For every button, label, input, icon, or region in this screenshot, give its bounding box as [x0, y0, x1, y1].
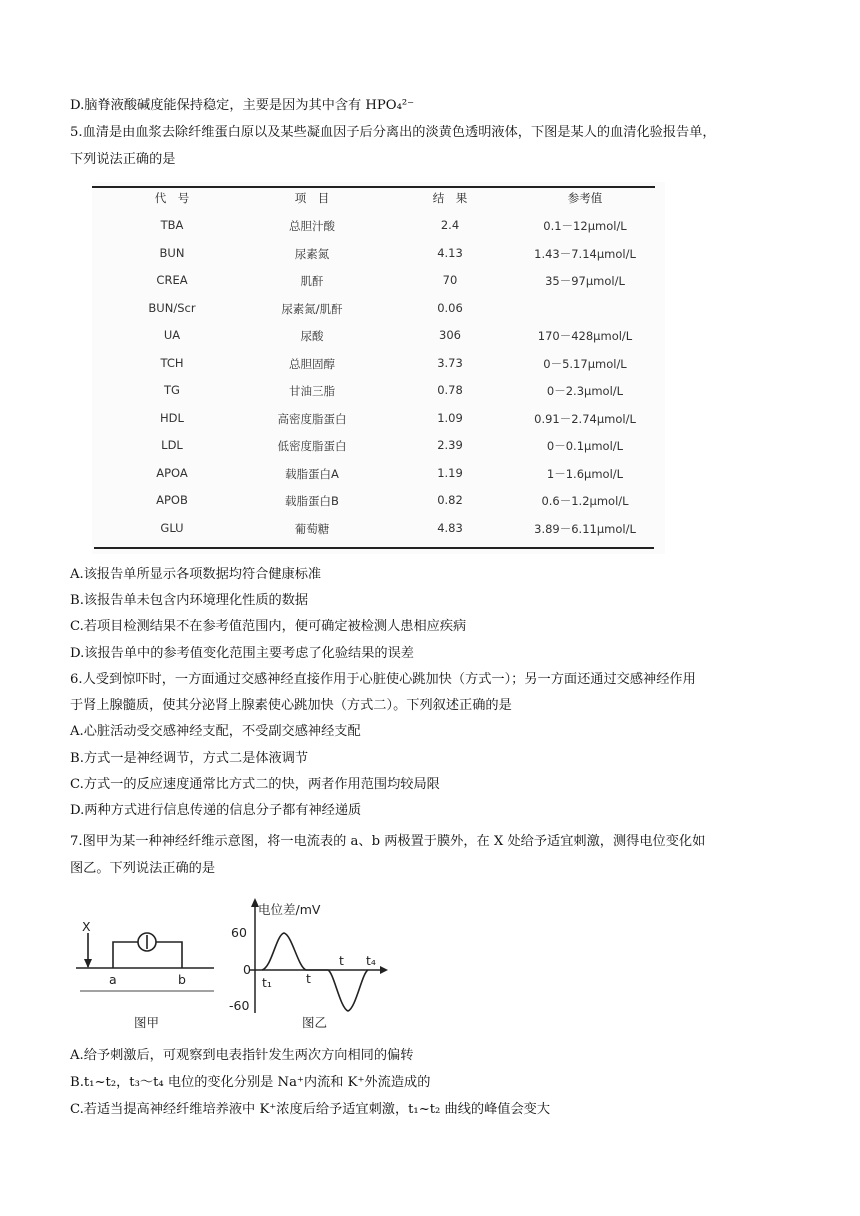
t1-label: t₁ [262, 975, 272, 990]
cell-code: APOA [156, 465, 188, 480]
pole-a-label: a [109, 972, 117, 987]
q6-option-a: A.心脏活动受交感神经支配，不受副交感神经支配 [70, 724, 361, 739]
cell-ref: 170－428μmol/L [537, 329, 633, 343]
cell-item: 载脂蛋白A [285, 466, 339, 481]
cell-code: BUN/Scr [148, 300, 196, 315]
cell-item: 载脂蛋白B [285, 494, 339, 508]
q6-stem-1: 6.人受到惊吓时，一方面通过交感神经直接作用于心脏使心跳加快（方式一）；另一方面还通过交感神经作用 [70, 672, 696, 687]
cell-ref: 1－1.6μmol/L [546, 466, 624, 481]
cell-result: 0.82 [437, 493, 463, 507]
table-top-rule [92, 186, 655, 188]
header-result: 结 果 [432, 191, 468, 205]
q5-stem-2: 下列说法正确的是 [70, 152, 176, 167]
cell-code: TG [164, 383, 180, 397]
figure-yi-potential-graph [222, 895, 394, 1035]
table-row [92, 521, 665, 543]
figure-yi-caption: 图乙 [302, 1015, 328, 1030]
table-row [92, 273, 665, 295]
q6-option-d: D.两种方式进行信息传递的信息分子都有神经递质 [70, 803, 362, 818]
cell-code: TCH [160, 355, 184, 370]
q5-stem-1: 5.血清是由血浆去除纤维蛋白原以及某些凝血因子后分离出的淡黄色透明液体，下图是某人的血清化验报告单， [70, 125, 716, 140]
table-row [92, 356, 665, 378]
wire-left [113, 942, 138, 968]
cell-result: 3.73 [437, 355, 463, 370]
cell-result: 306 [439, 328, 461, 342]
q5-option-c: C.若项目检测结果不在参考值范围内，便可确定被检测人患相应疾病 [70, 619, 467, 634]
cell-ref: 0.91－2.74μmol/L [534, 411, 636, 426]
header-code: 代 号 [154, 191, 190, 205]
y-tick-minus-60: -60 [229, 998, 250, 1013]
x-axis-arrowhead [380, 966, 388, 974]
cell-ref: 0－2.3μmol/L [546, 384, 624, 398]
cell-item: 尿素氮 [294, 246, 330, 261]
serum-lab-report [92, 182, 665, 554]
cell-result: 4.83 [437, 520, 463, 535]
cell-result: 1.09 [437, 410, 463, 425]
cell-ref: 35－97μmol/L [545, 274, 625, 288]
q7-option-b: B.t₁~t₂，t₃～t₄ 电位的变化分别是 Na⁺内流和 K⁺外流造成的 [70, 1075, 431, 1090]
cell-code: TBA [160, 218, 184, 232]
table-row [92, 301, 665, 323]
cell-result: 0.78 [437, 383, 463, 397]
cell-code: BUN [159, 245, 185, 260]
q6-option-b: B.方式一是神经调节，方式二是体液调节 [70, 751, 309, 766]
cell-item: 低密度脂蛋白 [277, 439, 347, 453]
q5-option-b: B.该报告单未包含内环境理化性质的数据 [70, 593, 309, 608]
table-row [92, 493, 665, 515]
cell-ref: 0.1－12μmol/L [543, 219, 627, 233]
cell-item: 总胆固醇 [289, 356, 335, 371]
q6-stem-2: 于肾上腺髓质，使其分泌肾上腺素使心跳加快（方式二）。下列叙述正确的是 [70, 698, 512, 713]
cell-result: 2.4 [440, 218, 460, 232]
cell-result: 4.13 [437, 245, 463, 260]
cell-item: 尿素氮/肌酐 [281, 301, 343, 316]
figure-jia-caption: 图甲 [134, 1015, 160, 1030]
cell-ref: 0－5.17μmol/L [543, 356, 627, 371]
cell-item: 总胆汁酸 [289, 219, 335, 233]
t2-label: t [306, 971, 311, 986]
t4-label: t₄ [366, 953, 376, 968]
header-ref: 参考值 [567, 191, 603, 205]
cell-code: LDL [161, 438, 183, 452]
table-row [92, 218, 665, 240]
y-tick-60: 60 [231, 925, 247, 940]
cell-code: HDL [160, 410, 184, 425]
stimulus-arrowhead [84, 959, 92, 968]
table-row [92, 466, 665, 488]
cell-item: 高密度脂蛋白 [277, 411, 347, 426]
cell-item: 肌酐 [300, 274, 324, 288]
cell-ref: 3.89－6.11μmol/L [534, 521, 636, 536]
cell-result: 2.39 [437, 438, 463, 452]
table-bottom-rule [94, 547, 654, 549]
cell-result: 70 [442, 273, 458, 287]
t3-label: t [339, 953, 344, 968]
table-row [92, 246, 665, 268]
figure-jia-nerve-fiber [76, 895, 221, 1035]
table-row [92, 383, 665, 405]
cell-code: CREA [156, 273, 188, 287]
q7-option-c: C.若适当提高神经纤维培养液中 K⁺浓度后给予适宜刺激，t₁~t₂ 曲线的峰值会变大 [70, 1102, 551, 1117]
table-row [92, 411, 665, 433]
pole-b-label: b [178, 972, 186, 987]
cell-item: 葡萄糖 [294, 521, 330, 536]
y-axis-label: 电位差/mV [258, 902, 321, 917]
cell-ref: 0－0.1μmol/L [546, 439, 624, 453]
cell-ref: 1.43－7.14μmol/L [534, 246, 636, 261]
table-header-row [92, 190, 665, 212]
cell-code: GLU [160, 520, 184, 535]
cell-code: UA [163, 328, 181, 342]
q5-option-d: D.该报告单中的参考值变化范围主要考虑了化验结果的误差 [70, 646, 414, 661]
cell-result: 0.06 [437, 300, 463, 315]
potential-curve [262, 933, 368, 1011]
cell-result: 1.19 [437, 465, 463, 480]
y-tick-0: 0 [243, 962, 251, 977]
q7-stem-1: 7.图甲为某一种神经纤维示意图，将一电流表的 a、b 两极置于膜外，在 X 处给予适宜刺激，测得电位变化如 [70, 834, 706, 849]
table-row [92, 438, 665, 460]
table-row [92, 328, 665, 350]
cell-item: 甘油三脂 [289, 384, 335, 398]
q7-stem-2: 图乙。下列说法正确的是 [70, 861, 216, 876]
header-item: 项 目 [294, 191, 330, 205]
option-d-q4: D.脑脊液酸碱度能保持稳定，主要是因为其中含有 HPO₄²⁻ [70, 98, 415, 113]
q7-option-a: A.给予刺激后，可观察到电表指针发生两次方向相同的偏转 [70, 1048, 414, 1063]
wire-right [156, 942, 182, 968]
q6-option-c: C.方式一的反应速度通常比方式二的快，两者作用范围均较局限 [70, 777, 440, 792]
stimulus-x-label: X [82, 919, 91, 934]
q5-option-a: A.该报告单所显示各项数据均符合健康标准 [70, 567, 322, 582]
cell-code: APOB [156, 493, 188, 507]
cell-item: 尿酸 [300, 329, 324, 343]
cell-ref: 0.6－1.2μmol/L [541, 494, 629, 508]
